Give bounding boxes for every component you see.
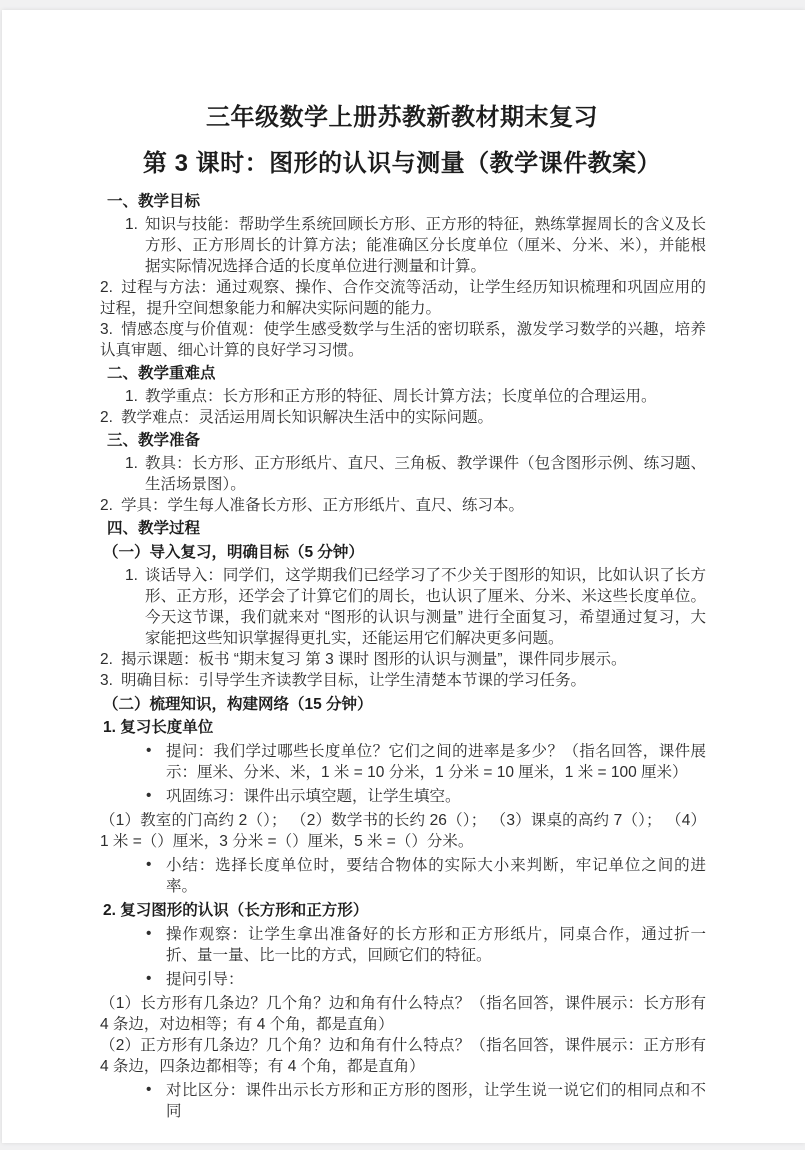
section-heading-key-difficult-points: 二、教学重难点	[107, 365, 216, 382]
bullet-text: 对比区分：课件出示长方形和正方形的图形，让学生说一说它们的相同点和不同	[166, 1082, 706, 1120]
phase-heading-intro-review: （一）导入复习，明确目标（5 分钟）	[103, 544, 364, 561]
topic-heading-shape-recognition: 2. 复习图形的认识（长方形和正方形）	[103, 902, 369, 919]
numbered-item	[98, 565, 706, 649]
bullet-icon: •	[146, 970, 152, 987]
list-number: 3.	[100, 672, 113, 689]
fill-blank-exercise: （1）教室的门高约 2（）； （2）数学书的长约 26（）； （3）课桌的高约 7（）； （4）1 米 =（）厘米，3 分米 =（）厘米，5 米 =（）分米。	[100, 812, 706, 850]
list-text: 教学重点：长方形和正方形的特征、周长计算方法；长度单位的合理运用。	[145, 388, 657, 405]
bullet-text: 提问引导：	[166, 971, 244, 988]
question-square: （2）正方形有几条边？几个角？边和角有什么特点？（指名回答，课件展示：正方形有 4 条边，四条边都相等；有 4 个角，都是直角）	[100, 1037, 706, 1075]
phase-heading-knowledge-network: （二）梳理知识，构建网络（15 分钟）	[103, 696, 373, 713]
list-number: 1.	[125, 388, 138, 405]
list-text: 学具：学生每人准备长方形、正方形纸片、直尺、练习本。	[121, 497, 525, 514]
doc-subtitle: 第 3 课时：图形的认识与测量（教学课件教案）	[142, 150, 662, 177]
bullet-text: 小结：选择长度单位时，要结合物体的实际大小来判断，牢记单位之间的进率。	[166, 857, 706, 895]
list-number: 3.	[100, 321, 113, 338]
bullet-icon: •	[146, 856, 152, 873]
list-number: 2.	[100, 497, 113, 514]
bullet-text: 提问：我们学过哪些长度单位？它们之间的进率是多少？（指名回答，课件展示：厘米、分米、米，1 米 = 10 分米，1 分米 = 10 厘米，1 米 = 100 厘米）	[166, 743, 706, 781]
numbered-item	[98, 386, 706, 407]
list-number: 1.	[125, 567, 138, 584]
numbered-item	[98, 495, 706, 516]
bullet-item	[98, 741, 706, 783]
list-number: 2.	[100, 409, 113, 426]
topic-heading-length-units: 1. 复习长度单位	[103, 719, 214, 736]
list-text: 明确目标：引导学生齐读教学目标，让学生清楚本节课的学习任务。	[121, 672, 587, 689]
list-number: 1.	[125, 216, 138, 233]
list-number: 1.	[125, 455, 138, 472]
list-text: 谈话导入：同学们，这学期我们已经学习了不少关于图形的知识，比如认识了长方形、正方形，还学会了计算它们的周长，也认识了厘米、分米、米这些长度单位。今天这节课，我们就来对 “图形的认识与测量” 进行全面复习，希望通过复习，大家能把这些知识掌握得更扎实，还能运用它们解决更多问题。	[145, 567, 706, 647]
bullet-icon: •	[146, 787, 152, 804]
numbered-item	[98, 214, 706, 277]
numbered-item	[98, 319, 706, 361]
bullet-item	[98, 969, 706, 990]
section-heading-teaching-objectives: 一、教学目标	[107, 193, 201, 210]
bullet-icon: •	[146, 1081, 152, 1098]
bullet-text: 操作观察：让学生拿出准备好的长方形和正方形纸片，同桌合作，通过折一折、量一量、比一比的方式，回顾它们的特征。	[166, 926, 706, 964]
list-text: 知识与技能：帮助学生系统回顾长方形、正方形的特征，熟练掌握周长的含义及长方形、正方形周长的计算方法；能准确区分长度单位（厘米、分米、米），并能根据实际情况选择合适的长度单位进行测量和计算。	[145, 216, 706, 275]
numbered-item	[98, 277, 706, 319]
list-number: 2.	[100, 651, 113, 668]
doc-title: 三年级数学上册苏教新教材期末复习	[206, 104, 598, 131]
bullet-item	[98, 855, 706, 897]
document-page	[2, 10, 805, 1143]
section-heading-teaching-preparation: 三、教学准备	[107, 432, 201, 449]
bullet-item	[98, 786, 706, 807]
numbered-item	[98, 670, 706, 691]
numbered-item	[98, 453, 706, 495]
numbered-item	[98, 649, 706, 670]
bullet-item	[98, 924, 706, 966]
list-text: 教学难点：灵活运用周长知识解决生活中的实际问题。	[121, 409, 494, 426]
list-text: 过程与方法：通过观察、操作、合作交流等活动，让学生经历知识梳理和巩固应用的过程，提升空间想象能力和解决实际问题的能力。	[100, 279, 706, 317]
list-text: 揭示课题：板书 “期末复习 第 3 课时 图形的认识与测量”，课件同步展示。	[121, 651, 627, 668]
bullet-item	[98, 1080, 706, 1122]
bullet-icon: •	[146, 742, 152, 759]
list-text: 情感态度与价值观：使学生感受数学与生活的密切联系，激发学习数学的兴趣，培养认真审题、细心计算的良好学习习惯。	[100, 321, 706, 359]
question-rectangle: （1）长方形有几条边？几个角？边和角有什么特点？（指名回答，课件展示：长方形有 4 条边，对边相等；有 4 个角，都是直角）	[100, 995, 706, 1033]
numbered-item	[98, 407, 706, 428]
bullet-icon: •	[146, 925, 152, 942]
doc-body	[98, 191, 706, 1122]
section-heading-teaching-process: 四、教学过程	[107, 520, 201, 537]
list-number: 2.	[100, 279, 113, 296]
list-text: 教具：长方形、正方形纸片、直尺、三角板、教学课件（包含图形示例、练习题、生活场景图）。	[145, 455, 706, 493]
bullet-text: 巩固练习：课件出示填空题，让学生填空。	[166, 788, 461, 805]
